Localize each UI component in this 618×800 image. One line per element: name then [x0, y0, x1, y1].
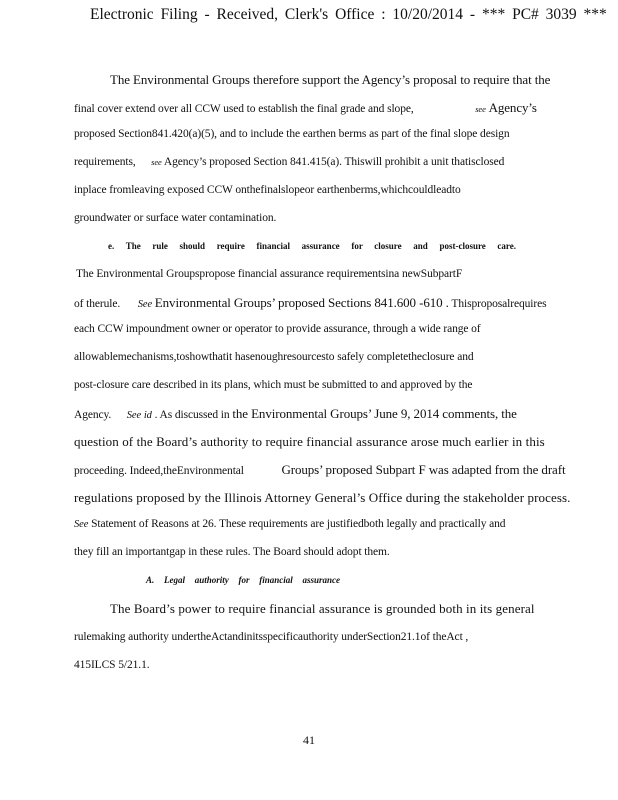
p2-line-8 — [74, 462, 566, 478]
p2-line-10 — [74, 518, 544, 530]
p1-line-3: proposed Section841.420(a)(5), and to include the earthen berms as part of the final slope design — [74, 128, 510, 140]
p2-line-5: post-closure care described in its plans, which must be submitted to and approved by the — [74, 379, 473, 391]
p2-line-6-end: the Environmental Groups’ June 9, 2014 comments, the — [232, 406, 517, 421]
p2-line-6-mid: . As discussed in — [154, 409, 230, 421]
p2-line-2 — [74, 295, 547, 311]
p2-line-6-start: Agency. — [74, 409, 112, 421]
p2-line-11: they fill an importantgap in these rules. The Board should adopt them. — [74, 546, 390, 558]
section-heading-a: A. Legal authority for financial assurance — [146, 575, 340, 585]
p2-line-8-end: Groups’ proposed Subpart F was adapted from the draft — [281, 462, 566, 477]
p2-line-2-start: of therule. — [74, 298, 121, 310]
p1-line-2-end: Agency’s — [488, 100, 537, 115]
p1-line-4-start: requirements, — [74, 156, 136, 168]
p2-line-2-end: Thisproposalrequires — [451, 298, 547, 310]
p1-line-4 — [74, 156, 544, 168]
p1-line-4-end: Agency’s proposed Section 841.415(a). Thiswill prohibit a unit thatisclosed — [163, 156, 505, 168]
p1-line-2-text: final cover extend over all CCW used to establish the final grade and slope, — [74, 103, 414, 115]
p1-line-2 — [74, 100, 544, 116]
section-heading-e — [108, 241, 516, 251]
p2-line-1: The Environmental Groupspropose financial assurance requirementsina newSubpartF — [76, 268, 463, 280]
p2-line-3: each CCW impoundment owner or operator to provide assurance, through a wide range of — [74, 323, 481, 335]
p1-line-5: inplace fromleaving exposed CCW onthefinalslopeor earthenberms,whichcouldleadto — [74, 184, 461, 196]
p2-line-10-text: Statement of Reasons at 26. These requirements are justifiedboth legally and practically and — [91, 518, 506, 530]
p3-line-3: 415ILCS 5/21.1. — [74, 659, 150, 671]
p1-see-signal-2: see — [151, 157, 162, 167]
p1-line-1: The Environmental Groups therefore support the Agency’s proposal to require that the — [110, 72, 551, 87]
p1-line-6: groundwater or surface water contamination. — [74, 212, 277, 224]
p2-line-8-start: proceeding. Indeed,theEnvironmental — [74, 465, 244, 477]
p3-line-2: rulemaking authority undertheActandinitsspecificauthority underSection21.1of theAct , — [74, 631, 469, 643]
p2-line-6 — [74, 406, 544, 422]
p2-line-4: allowablemechanisms,toshowthatit hasenoughresourcesto safely completetheclosure and — [74, 351, 474, 363]
p3-line-1: The Board’s power to require financial assurance is grounded both in its general — [110, 601, 535, 616]
filing-header: Electronic Filing - Received, Clerk's Office : 10/20/2014 - *** PC# 3039 *** — [90, 6, 607, 23]
p2-see-signal-2: See — [126, 410, 142, 421]
p2-id-signal: id — [143, 410, 152, 421]
p2-see-signal-3: See — [74, 519, 89, 530]
p1-see-signal: see — [475, 104, 486, 114]
heading-e-text: The rule should require financial assurance for closure and post-closure care. — [125, 241, 516, 251]
p2-line-9: regulations proposed by the Illinois Attorney General’s Office during the stakeholder process. — [74, 490, 571, 505]
page-number: 41 — [303, 733, 315, 747]
heading-e-marker: e. — [108, 241, 115, 251]
p2-line-7: question of the Board’s authority to require financial assurance arose much earlier in this — [74, 434, 545, 449]
p2-citation: Environmental Groups’ proposed Sections 841.600 -610 . — [154, 295, 449, 310]
p2-see-signal: See — [137, 299, 153, 310]
